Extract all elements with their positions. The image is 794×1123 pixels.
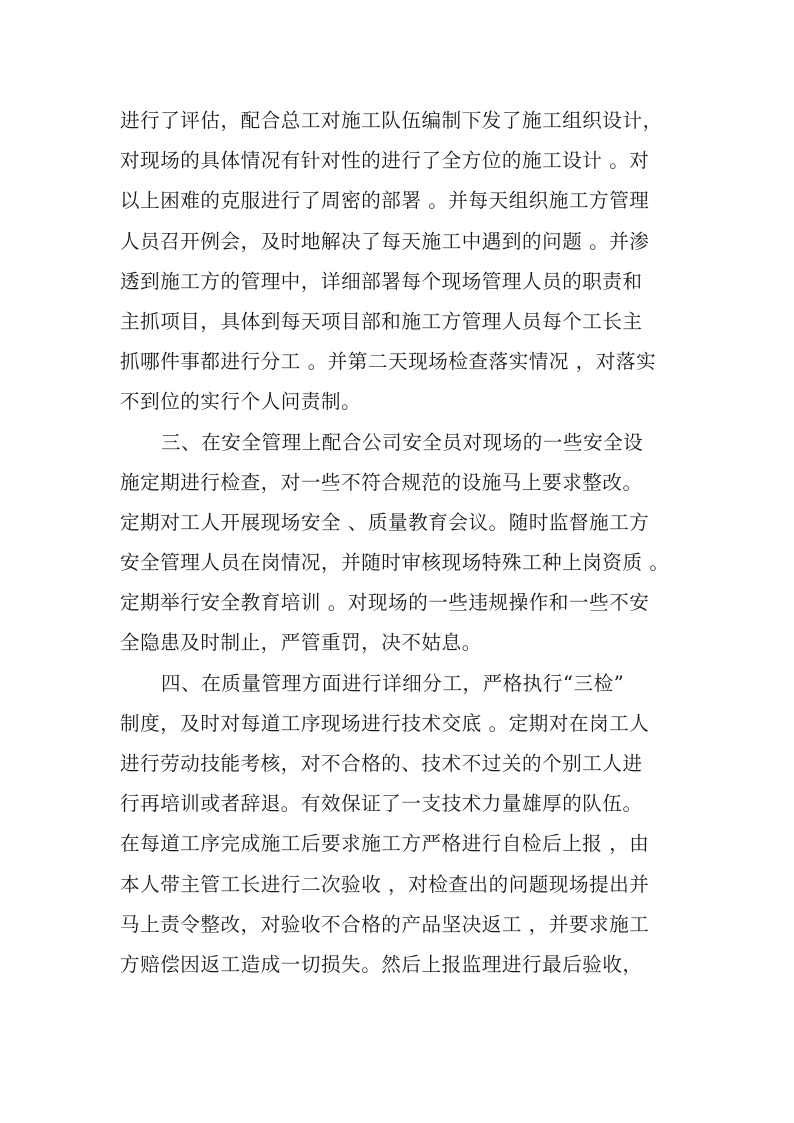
text-line: 不到位的实行个人问责制。 <box>120 390 362 414</box>
text-line: 进行了评估，配合总工对施工队伍编制下发了施工组织设计， <box>120 109 663 132</box>
text-line: 本人带主管工长进行二次验收 ，对检查出的问题现场提出并 <box>120 872 650 896</box>
text-line: 透到施工方的管理中，详细部署每个现场管理人员的职责和 <box>120 269 643 293</box>
text-line: 定期对工人开展现场安全 、质量教育会议。随时监督施工方 <box>120 510 650 534</box>
text-line: 马上责令整改，对验收不合格的产品坚决返工 ，并要求施工 <box>120 912 650 936</box>
text-line: 在每道工序完成施工后要求施工方严格进行自检后上报 ，由 <box>120 832 650 856</box>
text-line: 行再培训或者辞退。有效保证了一支技术力量雄厚的队伍。 <box>120 792 643 816</box>
paragraph-3-first-line: 三、在安全管理上配合公司安全员对现场的一些安全设 <box>161 430 644 454</box>
paragraph-4-first-line: 四、在质量管理方面进行详细分工，严格执行“三检” <box>161 671 625 695</box>
text-line: 制度，及时对每道工序现场进行技术交底 。定期对在岗工人 <box>120 711 650 735</box>
text-line: 定期举行安全教育培训 。对现场的一些违规操作和一些不安 <box>120 591 650 615</box>
text-line: 安全管理人员在岗情况，并随时审核现场特殊工种上岗资质 。 <box>120 551 670 575</box>
text-line: 以上困难的克服进行了周密的部署 。并每天组织施工方管理 <box>120 189 650 213</box>
text-line: 方赔偿因返工造成一切损失。然后上报监理进行最后验收， <box>120 952 643 976</box>
body-text <box>120 101 700 985</box>
text-line: 主抓项目，具体到每天项目部和施工方管理人员每个工长主 <box>120 309 643 333</box>
text-line: 施定期进行检查，对一些不符合规范的设施马上要求整改。 <box>120 470 643 494</box>
text-line: 全隐患及时制止，严管重罚，决不姑息。 <box>120 631 482 655</box>
text-line: 对现场的具体情况有针对性的进行了全方位的施工设计 。对 <box>120 149 650 173</box>
text-line: 人员召开例会，及时地解决了每天施工中遇到的问题 。并渗 <box>120 229 650 253</box>
text-line: 进行劳动技能考核，对不合格的、技术不过关的个别工人进 <box>120 752 643 775</box>
text-line: 抓哪件事都进行分工 。并第二天现场检查落实情况 ，对落实 <box>120 350 657 374</box>
